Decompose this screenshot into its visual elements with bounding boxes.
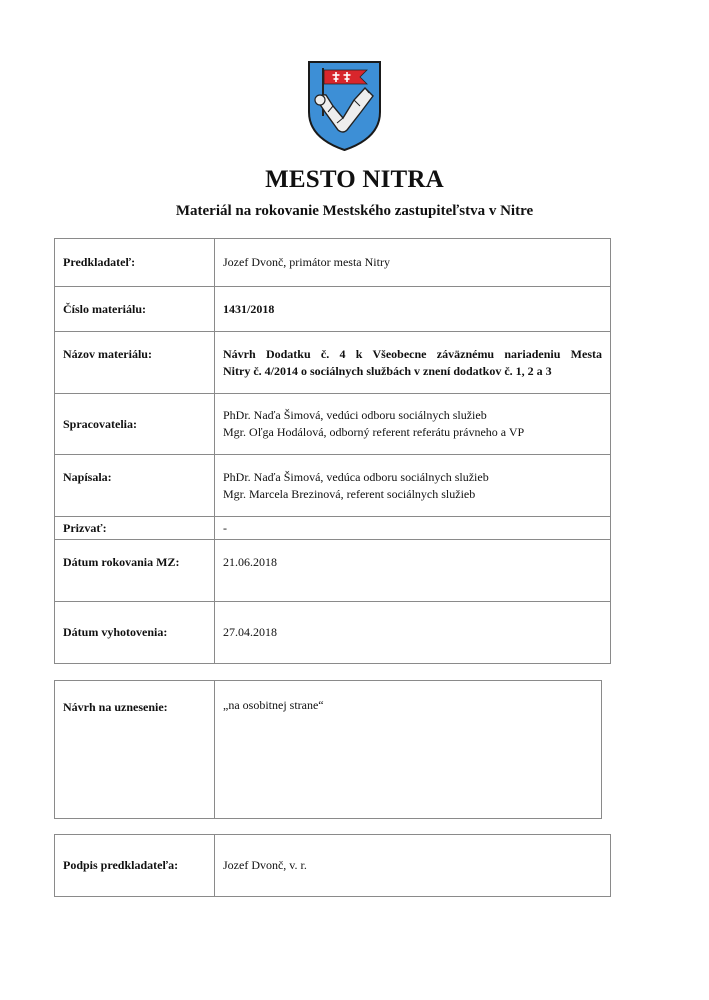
- table-row: [55, 540, 611, 602]
- signature-value: Jozef Dvonč, v. r.: [215, 835, 611, 897]
- row-label: Dátum rokovania MZ:: [55, 540, 215, 602]
- material-details-table: [54, 238, 611, 664]
- row-value: -: [215, 517, 611, 540]
- table-row: [55, 332, 611, 394]
- page-subtitle: Materiál na rokovanie Mestského zastupiteľstva v Nitre: [175, 203, 534, 219]
- row-value: 21.06.2018: [215, 540, 611, 602]
- table-row: [55, 517, 611, 540]
- row-label: Predkladateľ:: [55, 239, 215, 287]
- row-label: Dátum vyhotovenia:: [55, 602, 215, 664]
- table-row: [55, 239, 611, 287]
- table-row: [55, 455, 611, 517]
- table-row: [55, 602, 611, 664]
- signature-label: Podpis predkladateľa:: [55, 835, 215, 897]
- page-title: MESTO NITRA: [265, 166, 444, 193]
- row-label: Číslo materiálu:: [55, 287, 215, 332]
- signature-table: [54, 834, 611, 897]
- resolution-label: Návrh na uznesenie:: [55, 681, 215, 819]
- table-row: [55, 835, 611, 897]
- row-value: Návrh Dodatku č. 4 k Všeobecne záväznému nariadeniu Mesta Nitry č. 4/2014 o sociálnych službách v znení dodatkov č. 1, 2 a 3: [215, 332, 611, 394]
- row-value: PhDr. Naďa Šimová, vedúca odboru sociálnych služieb Mgr. Marcela Brezinová, referent sociálnych služieb: [215, 455, 611, 517]
- row-value: PhDr. Naďa Šimová, vedúci odboru sociálnych služieb Mgr. Oľga Hodálová, odborný referent referátu právneho a VP: [215, 394, 611, 455]
- table-row: [55, 681, 602, 819]
- row-value: 1431/2018: [215, 287, 611, 332]
- table-row: [55, 394, 611, 455]
- row-value: 27.04.2018: [215, 602, 611, 664]
- row-label: Spracovatelia:: [55, 394, 215, 455]
- row-label: Prizvať:: [55, 517, 215, 540]
- nitra-coat-of-arms-icon: [307, 60, 382, 152]
- row-label: Napísala:: [55, 455, 215, 517]
- resolution-table: [54, 680, 602, 819]
- resolution-value: „na osobitnej strane“: [215, 681, 602, 819]
- row-label: Názov materiálu:: [55, 332, 215, 394]
- row-value: Jozef Dvonč, primátor mesta Nitry: [215, 239, 611, 287]
- table-row: [55, 287, 611, 332]
